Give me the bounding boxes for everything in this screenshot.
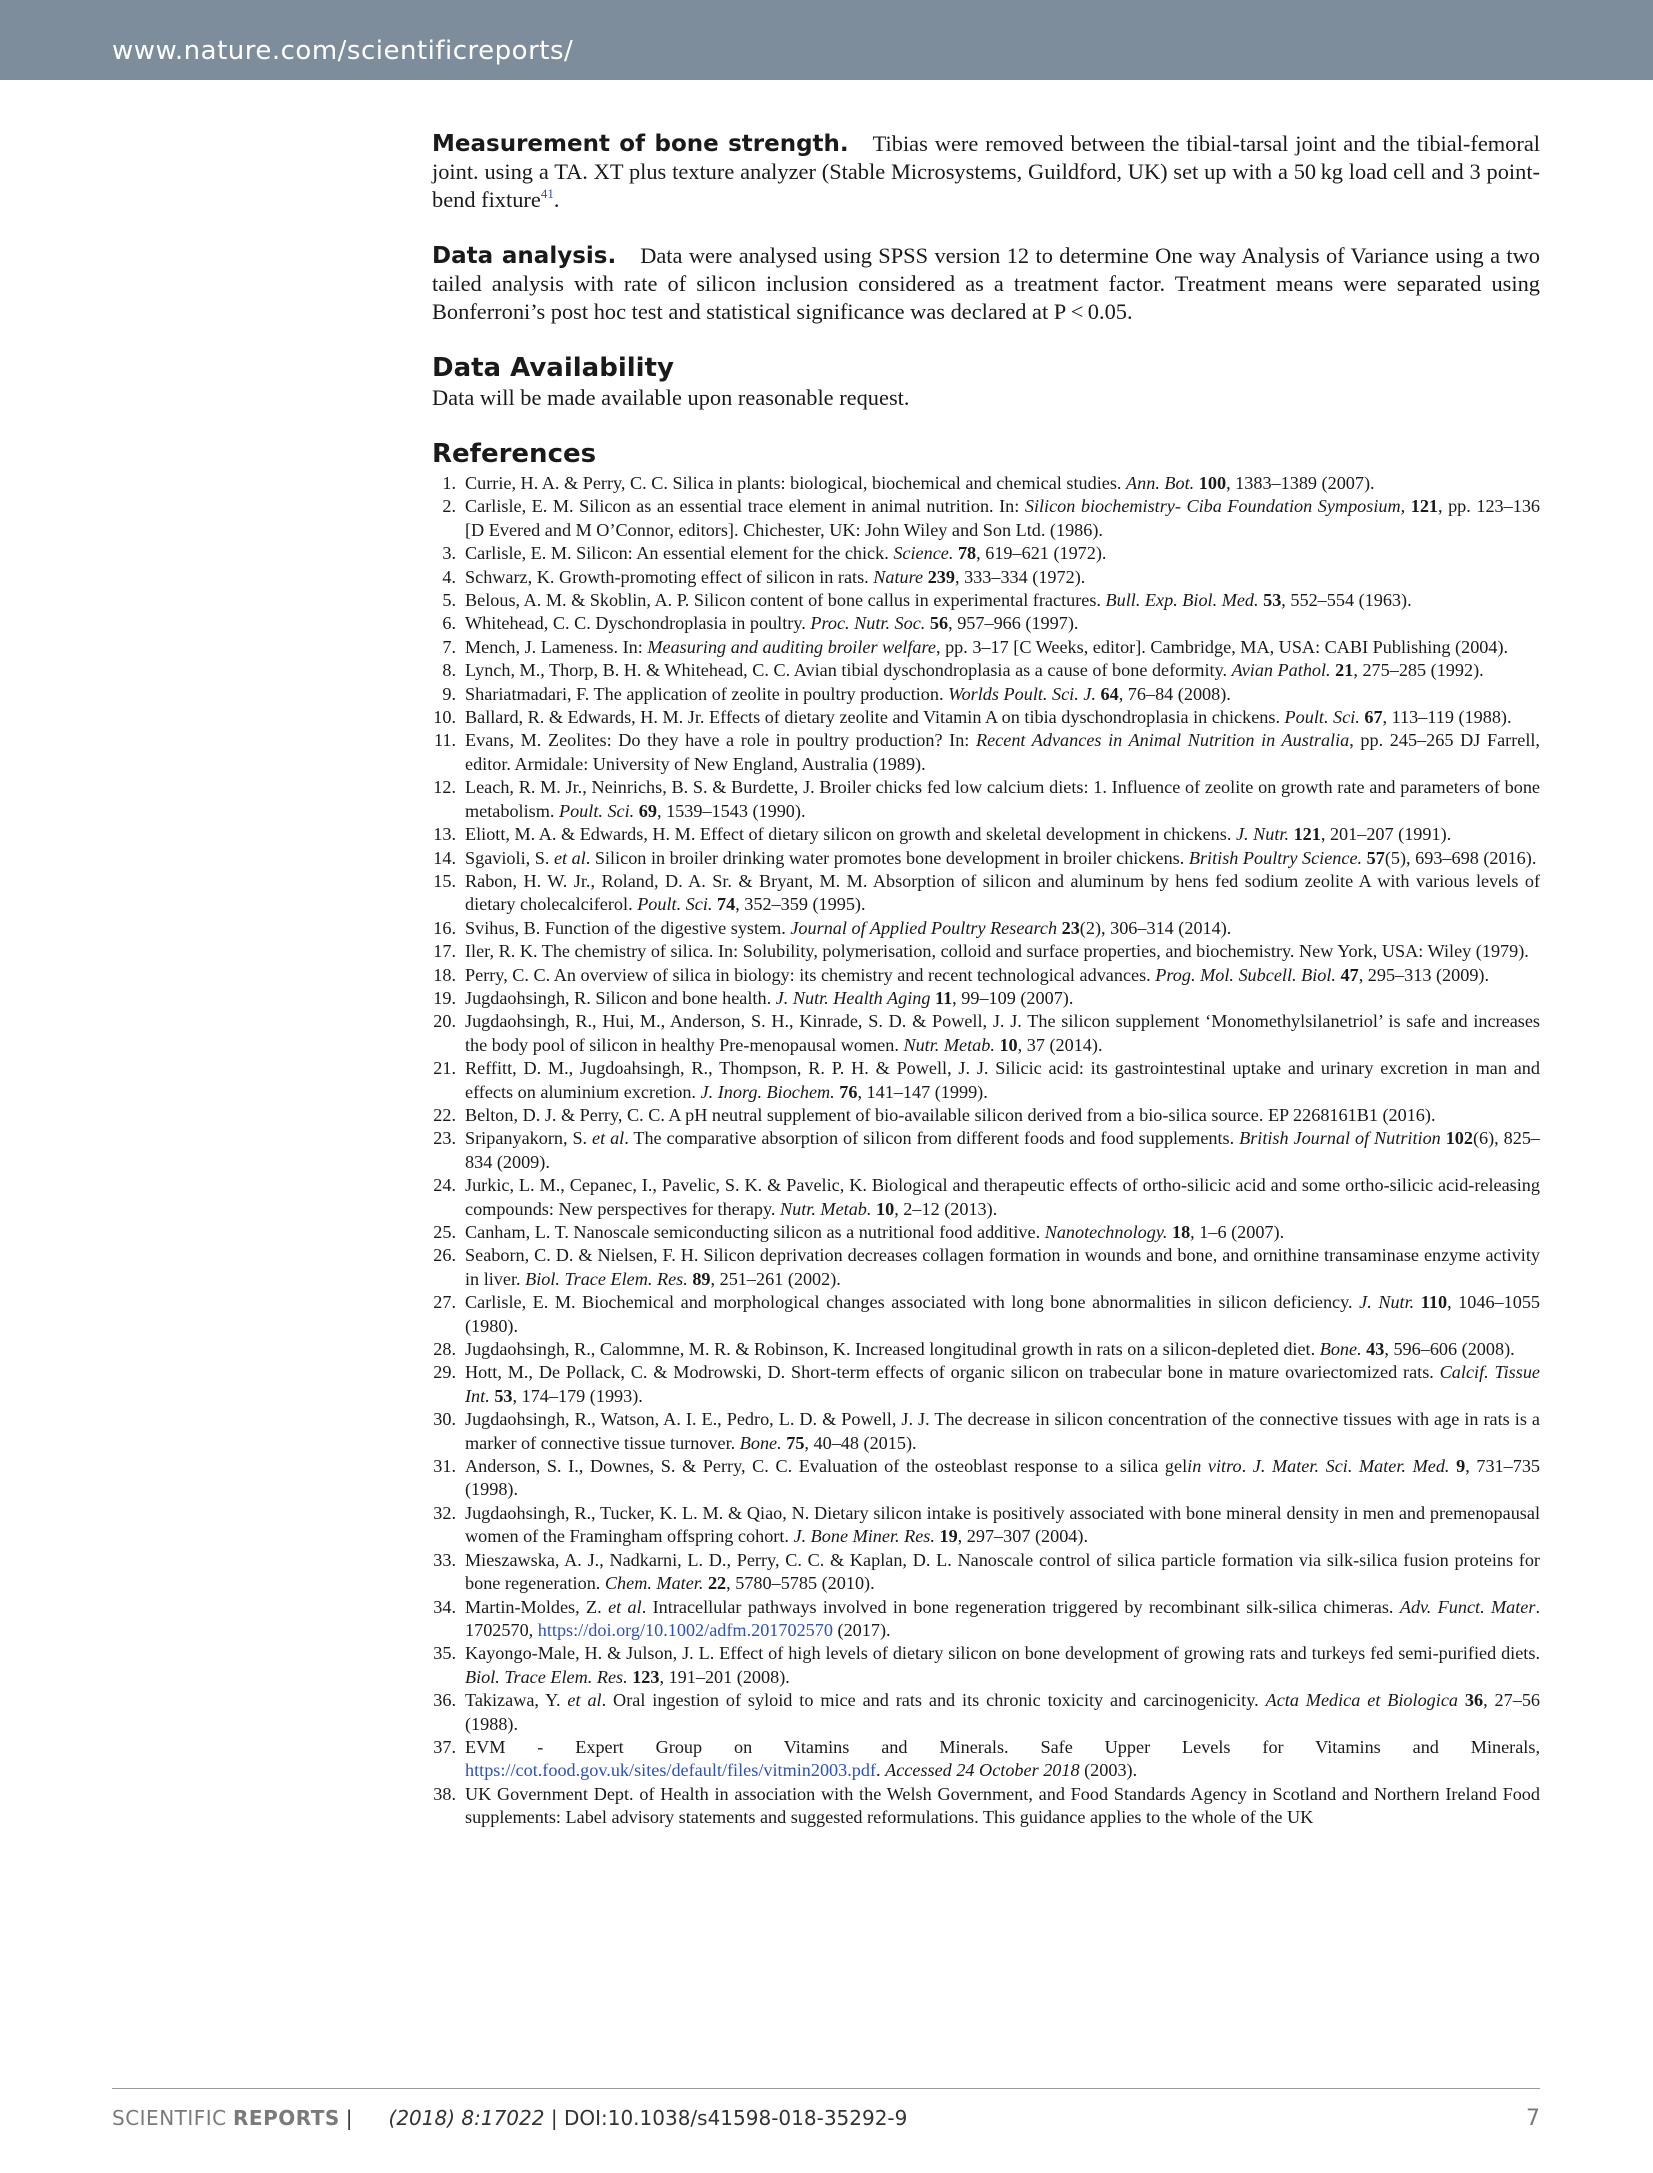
reference-journal: Science. [893,543,954,564]
reference-number: 11. [433,730,456,751]
bone-strength-heading: Measurement of bone strength. [432,131,849,157]
reference-item [432,1596,1540,1643]
reference-text: Carlisle, E. M. Silicon: An essential element for the chick. [465,543,894,564]
reference-text: , 1383–1389 (2007). [1226,473,1375,493]
reference-item [432,706,1540,729]
reference-volume: 121 [1410,496,1438,517]
reference-text: , 552–554 (1963). [1281,590,1412,611]
reference-text: , 1046–1055 (1980). [465,1292,1541,1336]
reference-volume: 10 [876,1198,895,1219]
reference-text: , 174–179 (1993). [512,1385,643,1406]
reference-item [432,729,1540,776]
data-analysis-text: Data were analysed using SPSS version 12 to determine One way Analysis of Variance using a two tailed analysis with rate of silicon inclusion considered as a treatment factor. Treatment means were separated using Bonferroni’s post hoc test and statistical significance was declared at P < 0.05. [432,243,1541,324]
reference-item [432,1291,1540,1338]
reference-volume: 239 [927,566,955,587]
reference-text: Belous, A. M. & Skoblin, A. P. Silicon content of bone callus in experimental fractures. [465,590,1106,611]
reference-volume: 89 [692,1268,711,1289]
reference-number: 4. [442,566,456,587]
reference-item [432,683,1540,706]
reference-volume: 36 [1464,1690,1484,1711]
data-availability-text: Data will be made available upon reasonable request. [432,385,910,410]
bone-strength-text: Tibias were removed between the tibial-tarsal joint and the tibial-femoral joint. using a TA. XT plus texture analyzer (Stable Microsystems, Guildford, UK) set up with a 50 kg load cell and 3 point-bend fixture [432,131,1540,212]
reference-journal: Silicon biochemistry- Ciba Foundation Symposium [1024,496,1401,517]
reference-number: 25. [433,1222,456,1242]
reference-item [432,495,1540,542]
reference-text: , 619–621 (1972). [976,543,1107,564]
reference-volume: 56 [929,613,949,634]
reference-text: , pp. 245–265 DJ Farrell, editor. Armidale: University of New England, Australia (1989). [465,730,1540,774]
reference-text: , 957–966 (1997). [948,613,1079,634]
reference-item [432,1502,1540,1549]
reference-volume: 53 [494,1385,513,1406]
reference-number: 14. [433,847,456,868]
reference-journal: Worlds Poult. Sci. J. [948,683,1096,704]
reference-item [432,987,1540,1010]
reference-journal: Bone. [739,1432,782,1453]
reference-item [432,1244,1540,1291]
reference-text: Eliott, M. A. & Edwards, H. M. Effect of dietary silicon on growth and skeletal development in chickens. [465,824,1236,845]
reference-number: 2. [442,496,456,517]
reference-text: Jugdaohsingh, R., Calommne, M. R. & Robinson, K. Increased longitudinal growth in rats on a silicon-depleted diet. [465,1339,1320,1360]
reference-text: EVM - Expert Group on Vitamins and Minerals. Safe Upper Levels for Vitamins and Minerals, [465,1736,1540,1757]
reference-number: 5. [442,590,456,611]
reference-journal: British Journal of Nutrition [1239,1128,1441,1149]
page-number: 7 [1526,2106,1540,2131]
reference-text: , 1–6 (2007). [1190,1222,1285,1242]
reference-item [432,847,1540,870]
reference-volume: 21 [1335,660,1354,681]
reference-journal: Measuring and auditing broiler welfare [647,636,936,657]
reference-text: , 191–201 (2008). [659,1666,790,1687]
reference-number: 10. [433,707,456,728]
bone-strength-end: . [553,187,560,212]
reference-text: Svihus, B. Function of the digestive system. [465,917,791,938]
reference-item [432,612,1540,635]
reference-journal: et al [553,847,586,868]
reference-number: 16. [433,917,456,938]
reference-number: 24. [433,1175,456,1196]
reference-text: Hott, M., De Pollack, C. & Modrowski, D. Short-term effects of organic silicon on trabecular bone in mature ovariectomized rats. [465,1362,1440,1383]
reference-text: , 37 (2014). [1017,1034,1103,1055]
reference-text: , 2–12 (2013). [894,1198,998,1219]
reference-number: 28. [433,1339,456,1360]
reference-journal: Bull. Exp. Biol. Med. [1105,590,1259,611]
reference-text: , 113–119 (1988). [1382,707,1512,728]
reference-text: Currie, H. A. & Perry, C. C. Silica in plants: biological, biochemical and chemical studies. [465,473,1127,493]
reference-item [432,917,1540,940]
reference-text: Seaborn, C. D. & Nielsen, F. H. Silicon deprivation decreases collagen formation in wounds and bone, and ornithine transaminase enzyme activity in liver. [465,1245,1540,1289]
reference-text: , 5780–5785 (2010). [726,1573,875,1594]
reference-number: 22. [433,1104,456,1125]
reference-text: , 1539–1543 (1990). [656,800,806,821]
reference-number: 29. [433,1362,456,1383]
reference-journal: Accessed 24 October 2018 [885,1760,1080,1781]
reference-text: Schwarz, K. Growth-promoting effect of silicon in rats. [465,566,874,587]
citation-41[interactable]: 41 [540,186,554,201]
reference-text: , 27–56 (1988). [465,1690,1541,1734]
references-title: References [432,439,597,469]
reference-text: Anderson, S. I., Downes, S. & Perry, C. C. Evaluation of the osteoblast response to a silica gel [465,1456,1188,1477]
reference-item [432,1361,1540,1408]
reference-volume: 22 [707,1573,727,1594]
reference-volume: 100 [1198,473,1227,493]
reference-text: , pp. 3–17 [C Weeks, editor]. Cambridge, MA, USA: CABI Publishing (2004). [935,636,1509,657]
reference-item [432,589,1540,612]
reference-text: (2), 306–314 (2014). [1079,917,1232,938]
data-analysis-paragraph [432,242,1540,326]
reference-text: Jugdaohsingh, R., Hui, M., Anderson, S. H., Kinrade, S. D. & Powell, J. J. The silicon supplement ‘Monomethylsilanetriol’ is safe and increases the body pool of silicon in healthy Pre-menopausal women. [465,1011,1540,1055]
reference-text: . 1702570, [465,1596,1541,1640]
reference-volume: 18 [1171,1222,1191,1242]
reference-text: UK Government Dept. of Health in association with the Welsh Government, and Food Standards Agency in Scotland and Northern Ireland Food supplements: Label advisory statements and suggested reformulations. This guidance applies to the whole of the UK [465,1783,1540,1828]
reference-number: 31. [433,1456,456,1477]
reference-text: Lynch, M., Thorp, B. H. & Whitehead, C. C. Avian tibial dyschondroplasia as a cause of bone deformity. [465,660,1232,681]
top-banner [0,0,1653,80]
reference-journal: Nanotechnology. [1044,1222,1168,1242]
reference-text: Mieszawska, A. J., Nadkarni, L. D., Perry, C. C. & Kaplan, D. L. Nanoscale control of silica particle formation via silk-silica fusion proteins for bone regeneration. [465,1549,1540,1594]
reference-volume: 78 [957,543,977,564]
reference-text: Rabon, H. W. Jr., Roland, D. A. Sr. & Bryant, M. M. Absorption of silicon and aluminum by hens fed sodium zeolite A with various levels of dietary cholecalciferol. [465,870,1540,915]
reference-journal: Recent Advances in Animal Nutrition in Australia [976,730,1350,751]
journal-brand-light: SCIENTIFIC [112,2106,227,2130]
reference-journal: Journal of Applied Poultry Research [790,917,1058,938]
reference-item [432,1642,1540,1689]
reference-text: . Oral ingestion of syloid to mice and rats and its chronic toxicity and carcinogenicity. [601,1690,1266,1711]
reference-text: , 251–261 (2002). [710,1268,841,1289]
reference-text: Carlisle, E. M. Biochemical and morphological changes associated with long bone abnormalities in silicon deficiency. [465,1292,1360,1313]
reference-journal: Prog. Mol. Subcell. Biol. [1155,964,1336,985]
reference-number: 7. [442,636,456,657]
reference-journal: et al [567,1690,602,1711]
reference-text: , pp. 123–136 [D Evered and M O’Connor, editors]. Chichester, UK: John Wiley and Son Ltd. (1986). [465,496,1541,540]
reference-volume: 64 [1100,683,1119,704]
reference-text: Carlisle, E. M. Silicon as an essential trace element in animal nutrition. In: [465,496,1025,517]
reference-text: . [1241,1456,1253,1477]
reference-journal: Nutr. Metab. [903,1034,995,1055]
reference-number: 20. [433,1011,456,1032]
reference-number: 9. [442,683,456,704]
reference-text: Leach, R. M. Jr., Neinrichs, B. S. & Burdette, J. Broiler chicks fed low calcium diets: 1. Influence of zeolite on growth rate and parameters of bone metabolism. [465,777,1540,821]
reference-text: Takizawa, Y. [465,1690,568,1711]
reference-text: , 731–735 (1998). [465,1456,1541,1500]
reference-text: Martin-Moldes, Z. [465,1596,609,1617]
reference-item [432,1010,1540,1057]
reference-number: 3. [442,543,456,564]
reference-item [432,1455,1540,1502]
reference-number: 18. [433,964,456,985]
reference-number: 21. [433,1058,456,1079]
reference-item [432,964,1540,987]
reference-text: Kayongo-Male, H. & Julson, J. L. Effect of high levels of dietary silicon on bone development of growing rats and turkeys fed semi-purified diets. [465,1643,1540,1664]
reference-journal: Chem. Mater. [604,1573,704,1594]
reference-link[interactable]: https://doi.org/10.1002/adfm.201702570 [537,1619,833,1640]
reference-journal: Nutr. Metab. [780,1198,872,1219]
reference-volume: 57 [1366,847,1385,868]
reference-journal: Biol. Trace Elem. Res. [465,1666,628,1687]
reference-journal: Ann. Bot. [1126,473,1195,493]
reference-text: . The comparative absorption of silicon from different foods and food supplements. [624,1128,1240,1149]
journal-brand-bold: REPORTS [233,2106,340,2130]
reference-item [432,940,1540,963]
reference-journal: Calcif. Tissue Int. [465,1362,1540,1406]
reference-journal: et al [608,1596,642,1617]
reference-journal: J. Nutr. [1235,824,1290,845]
reference-text: (6), 825–834 (2009). [465,1128,1541,1172]
reference-journal: Adv. Funct. Mater [1399,1596,1536,1617]
reference-text: (5), 693–698 (2016). [1384,847,1537,868]
reference-item [432,542,1540,565]
article-citation: (2018) 8:17022 [388,2106,545,2130]
reference-item [432,636,1540,659]
reference-journal: Bone. [1319,1339,1362,1360]
reference-text: , 333–334 (1972). [954,566,1086,587]
reference-link[interactable]: https://cot.food.gov.uk/sites/default/files/vitmin2003.pdf [465,1760,877,1781]
reference-volume: 76 [839,1081,858,1102]
reference-volume: 53 [1263,590,1282,611]
reference-number: 27. [433,1292,456,1313]
reference-text: Sripanyakorn, S. [465,1128,593,1149]
reference-number: 15. [433,870,456,891]
article-body [432,130,1540,1830]
page-footer [112,2088,1540,2131]
reference-text: Canham, L. T. Nanoscale semiconducting silicon as a nutritional food additive. [465,1222,1045,1242]
reference-journal: J. Inorg. Biochem. [700,1081,835,1102]
reference-text: Belton, D. J. & Perry, C. C. A pH neutral supplement of bio-available silicon derived from a bio-silica source. EP 2268161B1 (2016). [465,1104,1436,1125]
reference-journal: J. Nutr. [1359,1292,1415,1313]
reference-journal: J. Nutr. Health Aging [775,987,931,1008]
reference-number: 38. [433,1783,456,1804]
reference-journal: Acta Medica et Biologica [1265,1690,1458,1711]
reference-text: , 40–48 (2015). [804,1432,917,1453]
reference-text: . Silicon in broiler drinking water promotes bone development in broiler chickens. [585,847,1189,868]
reference-number: 32. [433,1502,456,1523]
reference-text: Shariatmadari, F. The application of zeolite in poultry production. [465,683,949,704]
reference-item [432,1174,1540,1221]
reference-number: 6. [442,613,456,634]
reference-text: Whitehead, C. C. Dyschondroplasia in poultry. [465,613,811,634]
reference-number: 35. [433,1643,456,1664]
reference-text: Perry, C. C. An overview of silica in biology: its chemistry and recent technological advances. [465,964,1156,985]
reference-item [432,1127,1540,1174]
reference-text: , 297–307 (2004). [957,1526,1088,1547]
reference-journal: Biol. Trace Elem. Res. [525,1268,688,1289]
reference-number: 19. [433,987,456,1008]
reference-text [1458,1690,1465,1710]
reference-item [432,1221,1540,1244]
reference-number: 8. [442,660,456,681]
reference-volume: 121 [1293,824,1321,845]
reference-item [432,1057,1540,1104]
reference-item [432,1736,1540,1783]
reference-text: , 141–147 (1999). [857,1081,988,1102]
reference-text: Jugdaohsingh, R., Watson, A. I. E., Pedro, L. D. & Powell, J. J. The decrease in silicon concentration of the connective tissues with age in rats is a marker of connective tissue turnover. [465,1409,1540,1453]
reference-text: Ballard, R. & Edwards, H. M. Jr. Effects of dietary zeolite and Vitamin A on tibia dyschondroplasia in chickens. [465,707,1285,728]
reference-text: , 201–207 (1991). [1320,824,1452,845]
reference-number: 36. [433,1690,456,1711]
reference-journal: Poult. Sci. [558,800,635,821]
reference-text: , 99–109 (2007). [952,987,1074,1008]
reference-text: Reffitt, D. M., Jugdoahsingh, R., Thompson, R. P. H. & Powell, J. J. Silicic acid: its gastrointestinal uptake and urinary excretion in man and effects on aluminium excretion. [465,1058,1540,1102]
footer-citation [112,2106,907,2130]
reference-journal: Nature [873,566,924,587]
reference-text: Mench, J. Lameness. In: [465,636,648,657]
reference-item [432,823,1540,846]
reference-item [432,776,1540,823]
reference-text: Iler, R. K. The chemistry of silica. In: Solubility, polymerisation, colloid and surface properties, and biochemistry. New York, USA: Wiley (1979). [465,941,1529,962]
reference-text: Jugdaohsingh, R. Silicon and bone health. [465,987,776,1008]
reference-text: , 295–313 (2009). [1358,964,1490,985]
reference-number: 37. [433,1736,456,1757]
reference-number: 23. [433,1128,456,1149]
reference-journal: Proc. Nutr. Soc. [810,613,926,634]
reference-item [432,1783,1540,1830]
reference-journal: et al [592,1128,625,1149]
reference-number: 12. [433,777,456,798]
reference-item [432,472,1540,495]
reference-item [432,870,1540,917]
reference-volume: 10 [999,1034,1018,1055]
reference-volume: 19 [939,1526,958,1547]
reference-journal: in vitro [1187,1456,1242,1477]
site-url[interactable]: www.nature.com/scientificreports/ [112,36,574,66]
reference-text: Jurkic, L. M., Cepanec, I., Pavelic, S. K. & Pavelic, K. Biological and therapeutic effects of ortho-silicic acid and some ortho-silicic acid-releasing compounds: New perspectives for therapy. [465,1175,1540,1219]
reference-item [432,1338,1540,1361]
reference-journal: Avian Pathol. [1231,660,1331,681]
reference-text: (2003). [1079,1760,1138,1781]
reference-volume: 123 [632,1666,660,1687]
reference-volume: 23 [1061,917,1080,938]
reference-text: , 275–285 (1992). [1353,660,1484,681]
reference-journal: J. Mater. Sci. Mater. Med. [1252,1456,1450,1477]
reference-text: , 76–84 (2008). [1118,683,1231,704]
reference-number: 26. [433,1245,456,1266]
reference-text: Sgavioli, S. [465,847,554,868]
reference-volume: 74 [717,894,736,915]
reference-journal: J. Bone Miner. Res. [793,1526,935,1547]
reference-item [432,1689,1540,1736]
reference-volume: 11 [934,987,953,1008]
reference-number: 34. [433,1596,456,1617]
reference-journal: Poult. Sci. [637,894,713,915]
reference-volume: 69 [638,800,657,821]
reference-text: Evans, M. Zeolites: Do they have a role in poultry production? In: [465,730,976,751]
data-analysis-heading: Data analysis. [432,243,617,269]
bone-strength-paragraph [432,130,1540,214]
reference-volume: 9 [1456,1456,1466,1477]
reference-item [432,1408,1540,1455]
reference-number: 33. [433,1549,456,1570]
reference-item [432,659,1540,682]
reference-volume: 110 [1420,1292,1448,1313]
reference-volume: 47 [1340,964,1359,985]
reference-item [432,1104,1540,1127]
reference-volume: 102 [1445,1128,1473,1149]
article-doi[interactable]: | DOI:10.1038/s41598-018-35292-9 [550,2106,908,2130]
footer-separator: | [345,2106,353,2130]
reference-item [432,566,1540,589]
reference-list [432,472,1540,1830]
reference-journal: Poult. Sci. [1284,707,1360,728]
reference-item [432,1549,1540,1596]
reference-text: Jugdaohsingh, R., Tucker, K. L. M. & Qiao, N. Dietary silicon intake is positively associated with bone mineral density in men and premenopausal women of the Framingham offspring cohort. [465,1502,1540,1547]
reference-text: , [1400,496,1411,517]
reference-text: , 596–606 (2008). [1384,1339,1515,1360]
data-availability-title: Data Availability [432,353,674,383]
reference-volume: 67 [1364,707,1383,728]
reference-number: 30. [433,1409,456,1430]
reference-text: . [876,1760,886,1781]
reference-volume: 43 [1366,1339,1385,1360]
reference-text: , 352–359 (1995). [735,894,866,915]
reference-journal: British Poultry Science. [1188,847,1363,868]
reference-text: . Intracellular pathways involved in bone regeneration triggered by recombinant silk-silica chimeras. [641,1596,1400,1617]
reference-volume: 75 [786,1432,805,1453]
reference-number: 13. [433,824,456,845]
reference-number: 17. [433,941,456,962]
reference-text: (2017). [832,1619,891,1640]
reference-number: 1. [442,473,456,493]
